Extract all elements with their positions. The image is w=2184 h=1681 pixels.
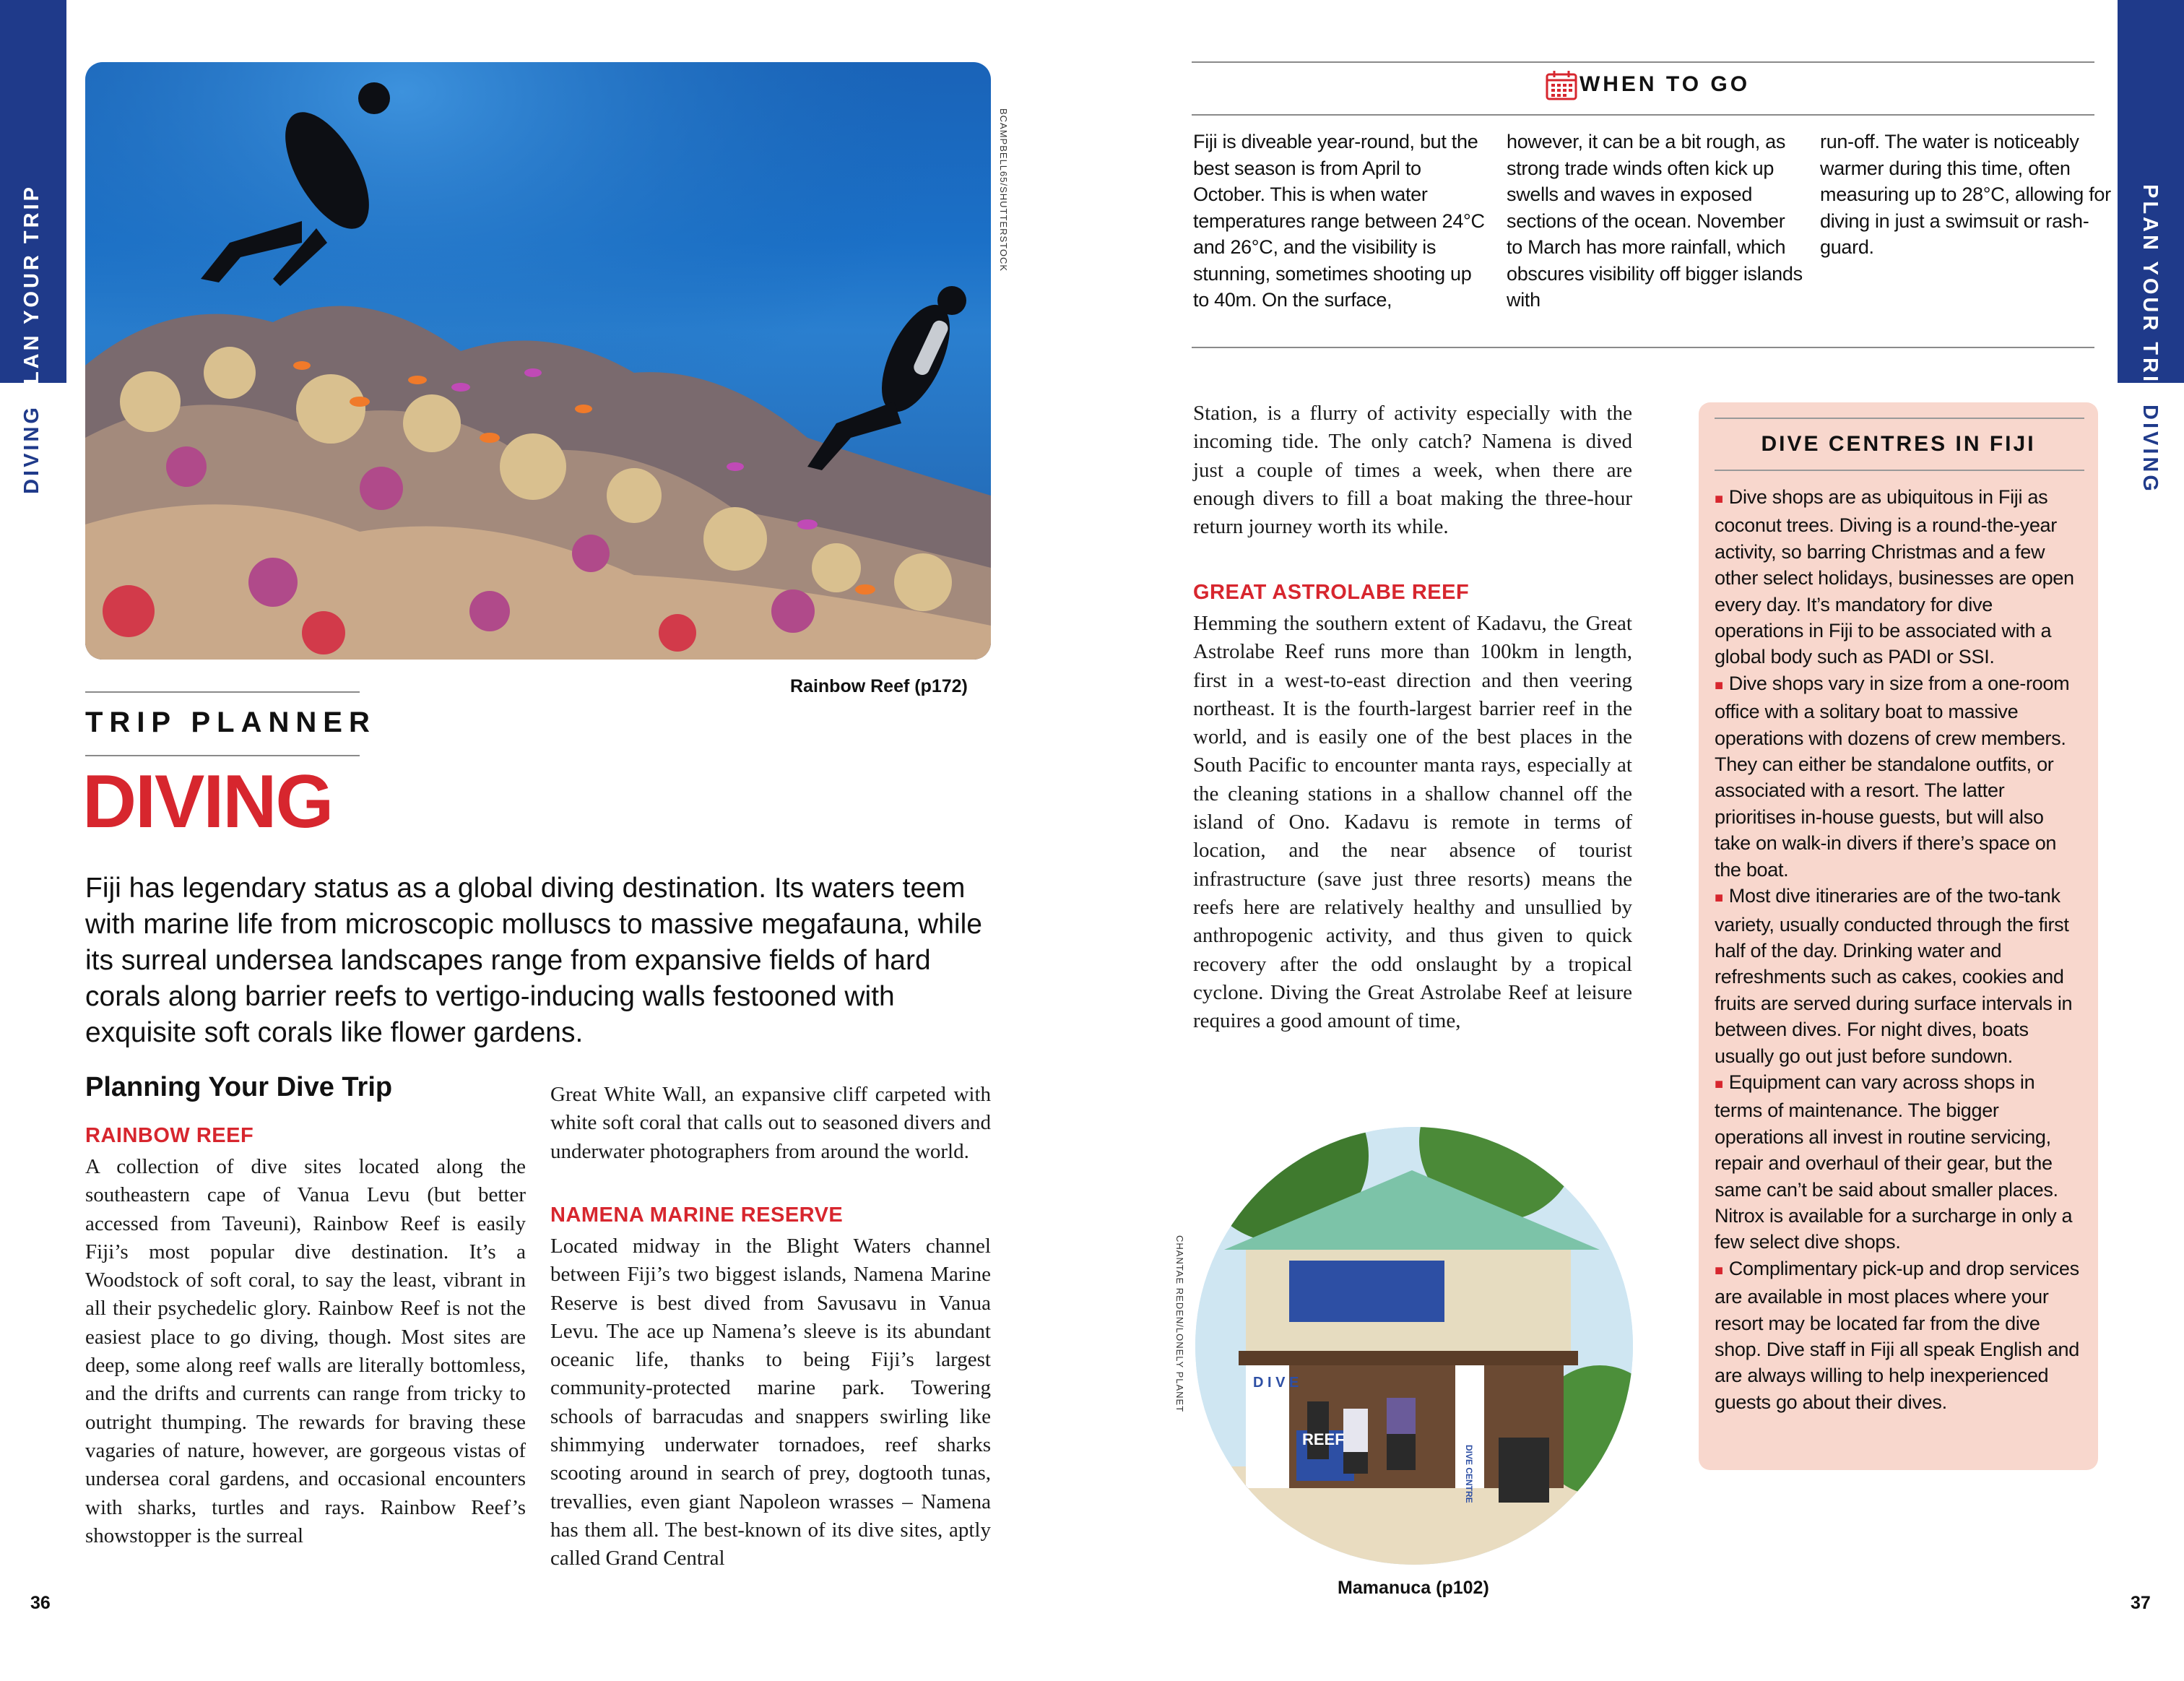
dive-sign-text: D I V E [1253,1375,1299,1391]
dive-centres-item: ■ Equipment can vary across shops in terms of maintenance. The bigger operations all invest in routine servicing, repair and overhaul of their gear, but the same can’t be said about smaller places. Nitrox is available for a surcharge in only a few select dive shops. [1715,1071,2073,1253]
mamanuca-photo [1195,1127,1633,1565]
dive-centres-item: ■ Complimentary pick-up and drop services are available in most places where your resort may be located far from the dive shop. Dive staff in Fiji all speak English and are always willing to help inexperienced guests go about their dives. [1715,1257,2079,1413]
dive-centres-rule-bottom [1715,470,2084,471]
when-to-go-rule-bottom [1192,347,2094,348]
photo-caption-top: Rainbow Reef (p172) [790,676,968,696]
rainbow-reef-text: A collection of dive sites located along the southeastern cape of Vanua Levu (but better accessed from Taveuni), Rainbow Reef is easily Fiji’s most popular dive destination. It’s a Woodstock of soft coral, to say the least, vibrant in all their psychedelic glory. Rainbow Reef is not the easiest place to go diving, though. Most sites are deep, some along reef walls are literally bottomless, and the drifts and currents can range from tricky to outright thumping. The rewards for braving these vagaries of nature, however, are gorgeous vistas of undersea coral gardens, and occasional encounters with sharks, turtles and rays. Rainbow Reef’s showstopper is the surreal [85,1155,526,1547]
bullet-icon: ■ [1715,890,1723,907]
kicker-rule-bottom [85,755,360,756]
dive-centres-item: ■ Most dive itineraries are of the two-tank variety, usually conducted through the first half of the day. Drinking water and refreshments such as cakes, cookies and fruits are served during surface intervals in between dives. For night dives, boats usually go out just before sundown. [1715,885,2073,1067]
dive-centres-title: DIVE CENTRES IN FIJI [1761,432,2036,456]
section-subtab-label-left: DIVING [20,405,43,494]
section-subtab-label-right: DIVING [2138,405,2162,494]
astrolabe-heading: GREAT ASTROLABE REEF [1193,581,1470,604]
section-tab-label-right: PLAN YOUR TRIP [2138,184,2162,402]
photo-credit-circle: CHANTAE REDEN/LONELY PLANET [1174,1235,1185,1413]
page-title: DIVING [82,760,333,844]
when-to-go-col2: however, it can be a bit rough, as strong trade winds often kick up swells and waves in exposed sections of the ocean. November to March has more rainfall, which obscures visibility off bigger islands with [1507,131,1803,311]
when-to-go-title: WHEN TO GO [1579,72,1751,96]
dive-centres-item: ■ Dive shops are as ubiquitous in Fiji as coconut trees. Diving is a round-the-year activity, so barring Christmas and a few other select holidays, businesses are open every day. It’s mandatory for dive operations in Fiji to be associated with a global body such as PADI or SSI. [1715,486,2074,668]
dive-centres-list [1715,484,2084,1415]
section-kicker: TRIP PLANNER [85,706,376,738]
namena-heading: NAMENA MARINE RESERVE [550,1204,844,1227]
astrolabe-text: Hemming the southern extent of Kadavu, the Great Astrolabe Reef runs more than 100km in length, first in a west-to-east direction and then veering northeast. It is the fourth-largest barrier reef in the world, and is easily one of the best places in the South Pacific to encounter manta rays, especially at the cleaning stations in a shallow channel off the island of Ono. Kadavu is remote in terms of location, and the near absence of tourist infrastructure (save just three resorts) means the reefs here are relatively healthy and unsullied by anthropogenic activity, and thus given to quick recovery after the odd onslaught by a tropical cyclone. Diving the Great Astrolabe Reef at leisure requires a good amount of time, [1193,612,1632,1033]
intro-lead: Fiji has legendary status as a global diving destination. Its waters teem with marine life from microscopic molluscs to massive megafauna, while its surreal undersea landscapes range from expansive fields of hard corals along barrier reefs to vertigo-inducing walls festooned with exquisite soft corals like flower gardens. [85,873,982,1048]
rainbow-reef-photo [85,62,991,660]
bullet-icon: ■ [1715,677,1723,693]
section-tab-label-left: PLAN YOUR TRIP [20,184,43,402]
page-number-right: 37 [2131,1593,2151,1613]
kicker-rule-top [85,691,360,693]
when-to-go-rule-mid [1192,114,2094,116]
grand-central-text: Station, is a flurry of activity especially with the incoming tide. The only catch? Namena is dived just a couple of times a week, when there are enough divers to fill a boat making the three-hour return journey worth its while. [1193,402,1632,539]
rainbow-reef-illustration [85,62,991,660]
when-to-go-col3: run-off. The water is noticeably warmer during this time, often measuring up to 28°C, allowing for diving in just a swimsuit or rash-guard. [1820,131,2111,258]
bullet-icon: ■ [1715,1076,1723,1092]
dive-centre-sign-text: DIVE CENTRE [1464,1445,1474,1503]
page-number-left: 36 [30,1593,51,1613]
photo-credit-top: BCAMPBELL65/SHUTTERSTOCK [998,108,1009,272]
namena-text: Located midway in the Blight Waters channel between Fiji’s two biggest islands, Namena Marine Reserve is best dived from Savusavu in Vanua Levu. The ace up Namena’s sleeve is its abundant oceanic life, thanks to being Fiji’s largest community-protected marine park. Towering schools of barracudas and snappers swirling like shimmying underwater tornadoes, reef sharks scooting around in search of prey, dogtooth tunas, trevallies, even giant Napoleon wrasses – Namena has them all. The best-known of its dive sites, aptly called Grand Central [550,1235,991,1570]
reef-sign-text: REEF [1302,1430,1345,1448]
bullet-icon: ■ [1715,491,1723,507]
photo-caption-circle: Mamanuca (p102) [1338,1578,1489,1598]
rainbow-reef-heading: RAINBOW REEF [85,1124,254,1147]
when-to-go-col1: Fiji is diveable year-round, but the best season is from April to October. This is when water temperatures range between 24°C and 26°C, and the visibility is stunning, sometimes shooting up to 40m. On the surface, [1193,131,1485,311]
planning-heading: Planning Your Dive Trip [85,1072,393,1102]
bullet-icon: ■ [1715,1262,1723,1279]
dive-centres-item: ■ Dive shops vary in size from a one-room office with a solitary boat to massive operations with dozens of crew members. They can either be standalone outfits, or associated with a resort. The latter prioritises in-house guests, but will also take on walk-in divers if there’s space on the boat. [1715,672,2070,881]
when-to-go-rule-top [1192,61,2094,63]
dive-shop-illustration [1195,1127,1633,1565]
great-white-wall-text: Great White Wall, an expansive cliff carpeted with white soft coral that calls out to seasoned divers and underwater photographers from around the world. [550,1083,991,1163]
dive-centres-rule-top [1715,418,2084,419]
